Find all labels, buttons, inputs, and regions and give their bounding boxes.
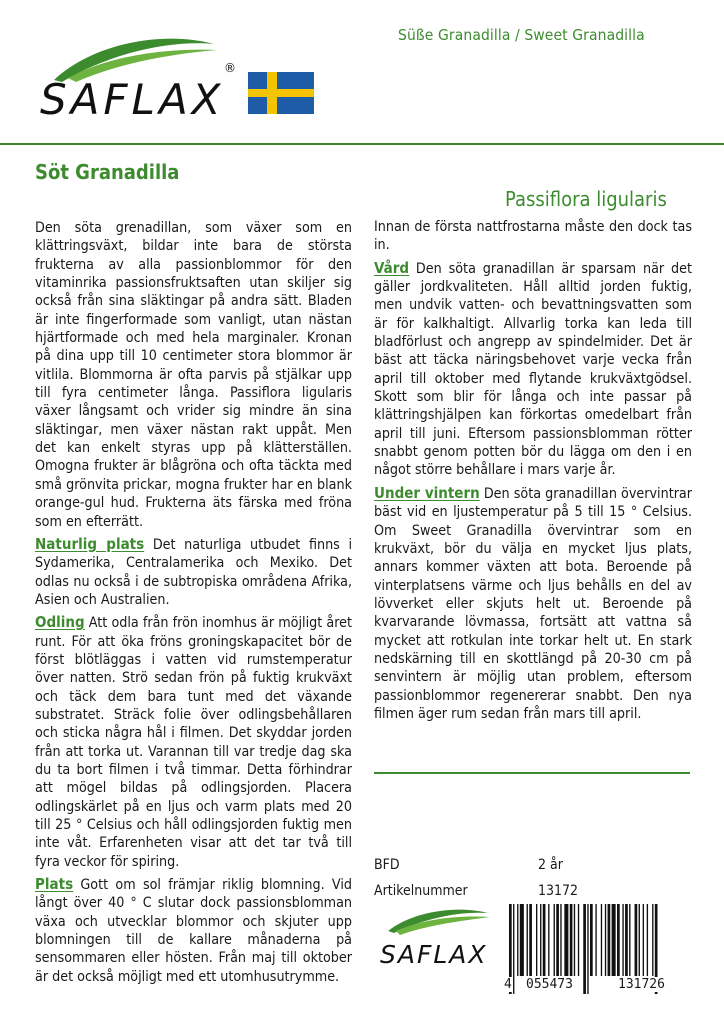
divider <box>0 143 724 145</box>
location-section <box>35 875 352 986</box>
title-swedish: Söt Granadilla <box>35 160 180 184</box>
location-text: Gott om sol främjar riklig blomning. Vid långt över 40 ° C slutar dock passionsblomman växa och utvecklar blommor och skjuter upp blomningen till de kallare månaderna på sensommaren eller hösten. Från maj till oktober är det också möjligt med ett utomhusutrymme. <box>35 877 352 985</box>
barcode-bar <box>635 904 638 976</box>
barcode-bar <box>643 904 644 976</box>
brand-text: SAFLAX <box>40 75 225 124</box>
barcode-bar <box>548 904 549 976</box>
saflax-logo-small <box>378 905 500 975</box>
barcode-bar <box>652 904 653 976</box>
barcode-bar <box>554 904 555 976</box>
barcode-bar <box>629 904 630 976</box>
barcode-bar <box>540 904 541 976</box>
continuation-text: Innan de första nattfrostarna måste den dock tas in. <box>374 219 692 254</box>
winter-text: Den söta granadillan övervintrar bäst vid en ljustemperatur på 5 till 15 ° Celsius. Om Sweet Granadilla övervintrar som en krukväxt, bör du välja en mycket ljus plats, annars kommer växten att bota. Beroende på vinterplatsens värme och ljus behålls en del av lövverket eller skjuts helt ut. Beroende på kvarvarande lövmassa, fortsätt att vattna så mycket att rotkulan inte torkar helt ut. En stark nedskärning till en skottlängd på 20-30 cm på senvintern är möjlig utan problem, eftersom passionblommor regenererar snabbt. Den nya filmen äger rum sedan från mars till april. <box>374 485 692 722</box>
cultivation-text: Att odla från frön inomhus är möjligt året runt. För att öka fröns groningskapacitet bör de först blötläggas i vatten vid rumstemperatur över natten. Strö sedan frön på fuktig krukväxt och täck dem bara tunt med det växande substratet. Sträck folie över odlingsbehållaren och sticka några hål i filmen. Det skyddar jorden från att torka ut. Varannan till var tredje dag ska du ta bort filmen i två timmar. Detta förhindrar att mögel bildas på odlingsjorden. Placera odlingskärlet på en ljus och varm plats med 20 till 25 ° Celsius och håll odlingsjorden fuktig men inte våt. Erfarenheten visar att det tar två till fyra veckor för spiring. <box>35 615 352 870</box>
location-heading: Plats <box>35 875 74 894</box>
header-subtitle: Süße Granadilla / Sweet Granadilla <box>398 26 645 44</box>
article-value: 13172 <box>538 883 579 899</box>
cultivation-heading: Odling <box>35 613 85 632</box>
barcode-bar <box>560 904 561 976</box>
barcode-bar <box>556 904 559 976</box>
barcode-bar <box>647 904 648 976</box>
barcode-bar <box>570 904 573 976</box>
barcode-bar <box>574 904 575 976</box>
natural-section <box>35 535 352 609</box>
natural-heading: Naturlig plats <box>35 534 145 553</box>
winter-heading: Under vintern <box>374 483 480 502</box>
brand-text-small: SAFLAX <box>380 940 488 969</box>
barcode-bar <box>543 904 546 976</box>
barcode-left-digits: 055473 <box>526 977 573 992</box>
bfd-value: 2 år <box>538 857 563 873</box>
barcode-bar <box>578 904 579 976</box>
cultivation-section <box>35 613 352 871</box>
left-column <box>35 219 352 986</box>
barcode-bar <box>595 904 596 976</box>
barcode-bar <box>527 904 528 976</box>
barcode-bar <box>608 904 611 976</box>
barcode-digits <box>497 973 707 995</box>
barcode-bar <box>517 904 518 976</box>
article-label: Artikelnummer <box>374 883 468 899</box>
barcode-bar <box>536 904 537 976</box>
barcode-bar <box>617 904 620 976</box>
barcode-first-digit: 4 <box>504 977 512 992</box>
barcode-bar <box>601 904 602 976</box>
barcode-bar <box>529 904 532 976</box>
barcode-bar <box>520 904 524 976</box>
svg-text:®: ® <box>224 61 236 75</box>
barcode-right-digits: 131726 <box>618 977 665 992</box>
winter-section <box>374 484 692 723</box>
care-text: Den söta granadillan är sparsam när det gäller jordkvaliteten. Håll alltid jorden fuktig, men undvik vatten- och bevattningsvatten som är för kalkhaltigt. Allvarlig torka kan leda till bladförlust och angrepp av spindelmider. Det är bäst att täcka näringsbehovet varje vecka från april till oktober med flytande krukväxtgödsel. Skott som blir för långa och inte passar på klättringshjälpen kan förkortas omedelbart från april till juni. Eftersom passionsblomman rötter snabbt genom potten bör du lägga om den i en något större behållare i mars varje år. <box>374 260 692 479</box>
title-latin: Passiflora ligularis <box>505 187 667 211</box>
barcode-bar <box>639 904 640 976</box>
care-heading: Vård <box>374 258 410 277</box>
saflax-logo <box>32 30 247 125</box>
barcode-bar <box>612 904 616 976</box>
bfd-label: BFD <box>374 857 400 873</box>
intro-paragraph: Den söta grenadillan, som växer som en klättringsväxt, bildar inte bara de största frukterna av alla passionblommor för den vitaminrika passionsfruktsaften utan skiljer sig också från sina släktingar på andra sätt. Bladen är inte fingerformade som vanligt, utan nästan hjärtformade och med hela marginaler. Kronan på dina upp till 10 centimeter stora blommor är vitlila. Blommorna är ofta parvis på stjälkar upp till fyra centimeter långa. Passiflora ligularis växer långsamt och vrider sig mindre än sina släktingar, men växer nästan rakt uppåt. Men det kan enkelt styras upp på klätterställen. Omogna frukter är blågröna och ofta täckta med små grönvita prickar, mogna frukter har en blank orange-gul hud. Frukterna äts färska med fröna som en efterrätt. <box>35 220 352 530</box>
barcode-bar <box>564 904 568 976</box>
divider <box>374 772 690 774</box>
care-section <box>374 259 692 480</box>
natural-text: Det naturliga utbudet finns i Sydamerika, Centralamerika och Mexiko. Det odlas nu också i de subtropiska områdena Afrika, Asien och Australien. <box>35 536 352 608</box>
barcode-bar <box>622 904 623 976</box>
barcode-bar <box>625 904 628 976</box>
barcode-bar <box>590 904 593 976</box>
right-column <box>374 218 692 723</box>
barcode-bar <box>605 904 606 976</box>
swedish-flag-icon <box>248 72 314 114</box>
